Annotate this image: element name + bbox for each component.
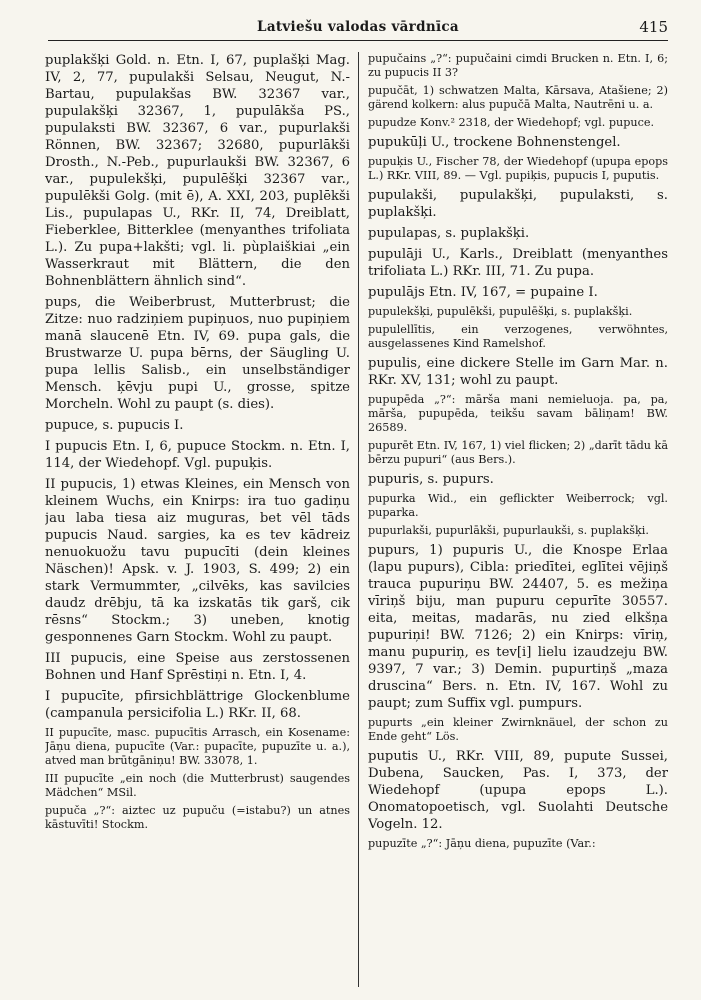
dictionary-entry: pupulis, eine dickere Stelle im Garn Mar. n. RKr. XV, 131; wohl zu paupt. — [368, 356, 668, 388]
dictionary-entry: pupulapas, s. puplakšķi. — [368, 226, 530, 241]
dictionary-entry: pupudze Konv.² 2318, der Wiedehopf; vgl. pupuce. — [368, 116, 655, 129]
page-number: 415 — [639, 18, 668, 36]
dictionary-entry: pupuča „?“: aiztec uz pupuču (=istabu?) un atnes kāstuvīti! Stockm. — [45, 804, 350, 831]
dictionary-entry: II pupucis, 1) etwas Kleines, ein Mensch von kleinem Wuchs, ein Knirps: ira tuo gadiņu jau laba tiesa aiz muguras, bet vēl tāds pupucis Naud. sargies, ka es tev kādreiz nenuokuožu tavu pupucīti (dein kleines Näschen)! Apsk. v. J. 1903, S. 499; 2) ein stark Vermummter, „cilvēks, kas savilcies daudz drēbju, tā ka izskatās tik garš, cik rēsns“ Stockm.; 3) uneben, knotig gesponnenes Garn Stockm. Wohl zu paupt. — [45, 477, 350, 645]
page-title: Latviešu valodas vārdnīca — [257, 19, 459, 35]
dictionary-entry: pupuce, s. pupucis I. — [45, 418, 184, 433]
dictionary-entry: pupupēda „?“: māršа mani nemieluoja. pa, pa, mārša, pupupēda, teikšu savam bāliņam! BW. 26589. — [368, 393, 668, 434]
dictionary-entry: puputis U., RKr. VIII, 89, pupute Sussei, Dubena, Saucken, Pas. I, 373, der Wiedehopf (upupa epops L.). Onomatopoetisch, vgl. Suolahti Deutsche Vogeln. 12. — [368, 749, 668, 832]
dictionary-entry: pups, die Weiberbrust, Mutterbrust; die Zitze: nuo radziņiem pupiņuos, nuo pupiņiem manā slaucenē Etn. IV, 69. pupa gals, die Brustwarze U. pupa bērns, der Säugling U. pupa lellis Salisb., ein unselbständiger Mensch. ķēvju pupi U., grosse, spitze Morcheln. Wohl zu paupt (s. dies). — [45, 295, 350, 412]
dictionary-entry: pupučāt, 1) schwatzen Malta, Kārsava, Atašiene; 2) gärend kolkern: alus pupučā Malta, Nautrēni u. a. — [368, 84, 668, 111]
dictionary-entry: II pupucīte, masc. pupucītis Arrasch, ein Kosename: Jāņu diena, pupucīte (Var.: pupacīte, pupuzīte u. a.), atved man brūtgāniņu! BW. 33078, 1. — [45, 726, 350, 767]
right-column — [368, 52, 668, 987]
dictionary-entry: puplakšķi Gold. n. Etn. I, 67, puplašķi Mag. IV, 2, 77, pupulakši Selsau, Neugut, N.-Bartau, pupulakšas BW. 32367 var., pupulakšķi 32367, 1, pupulākša PS., pupulaksti BW. 32367, 6 var., pupurlakši Rönnen, BW. 32367; 32680, pupurlākši Drosth., N.-Peb., pupurlaukši BW. 32367, 6 var., pupulekšķi, pupulēšķi 32367 var., pupulēkši Golg. (mit ē), A. XXI, 203, puplēkši Lis., pupulapas U., RKr. II, 74, Dreiblatt, Fieberklee, Bitterklee (menyanthes trifoliata L.). Zu pupa+lakšti; vgl. li. pùplaiškiai „ein Wasserkraut mit Blättern, die den Bohnenblättern ähnlich sind“. — [45, 53, 350, 289]
dictionary-entry: I pupucis Etn. I, 6, pupuce Stockm. n. Etn. I, 114, der Wiedehopf. Vgl. pupuķis. — [45, 439, 350, 471]
dictionary-entry: III pupucīte „ein noch (die Mutterbrust) saugendes Mädchen“ MSil. — [45, 772, 350, 799]
dictionary-entry: pupučains „?“: pupučaini cimdi Brucken n. Etn. I, 6; zu pupucis II 3? — [368, 52, 668, 79]
left-column — [45, 52, 359, 987]
dictionary-entry: pupurs, 1) pupuris U., die Knospe Erlaa (lapu pupurs), Cibla: priedītei, eglītei vējiņš trauca pupuriņu BW. 24407, 5. es mežiņa vīriņš biju, man pupuru cepurīte 30557. eita, meitas, madarās, nu zied elkšņa pupuriņi! BW. 7126; 2) ein Knirps: vīriņ, manu pupuriņ, es tev[i] lielu izaudzeju BW. 9397, 7 var.; 3) Demin. pupurtiņš „maza druscina“ Bers. n. Etn. IV, 167. Wohl zu paupt; zum Suffix vgl. pumpurs. — [368, 543, 668, 711]
dictionary-entry: pupulekšķi, pupulēkši, pupulēšķi, s. puplakšķi. — [368, 305, 633, 318]
dictionary-entry: pupurts „ein kleiner Zwirnknäuel, der schon zu Ende geht“ Lös. — [368, 716, 668, 743]
dictionary-entry: pupuris, s. pupurs. — [368, 472, 494, 487]
dictionary-entry: I pupucīte, pfirsichblättrige Glockenblume (campanula persicifolia L.) RKr. II, 68. — [45, 689, 350, 721]
dictionary-entry: III pupucis, eine Speise aus zerstossenen Bohnen und Hanf Sprēstiņi n. Etn. I, 4. — [45, 651, 350, 683]
dictionary-entry: pupurlakši, pupurlākši, pupurlaukši, s. puplakšķi. — [368, 524, 649, 537]
dictionary-entry: pupulājs Etn. IV, 167, = pupaine I. — [368, 285, 598, 300]
dictionary-entry: pupulakši, pupulakšķi, pupulaksti, s. puplakšķi. — [368, 188, 668, 220]
dictionary-entry: pupulellītis, ein verzogenes, verwöhntes, ausgelassenes Kind Ramelshof. — [368, 323, 668, 350]
dictionary-entry: pupurka Wid., ein geflickter Weiberrock; vgl. puparka. — [368, 492, 668, 519]
dictionary-entry: pupulāji U., Karls., Dreiblatt (menyanthes trifoliata L.) RKr. III, 71. Zu pupa. — [368, 247, 668, 279]
dictionary-entry: pupuzīte „?“: Jāņu diena, pupuzīte (Var.: — [368, 837, 596, 850]
dictionary-entry: pupurēt Etn. IV, 167, 1) viel flicken; 2) „darīt tādu kā bērzu pupuri“ (aus Bers.). — [368, 439, 668, 466]
dictionary-entry: pupukūļi U., trockene Bohnenstengel. — [368, 135, 621, 150]
dictionary-entry: pupuķis U., Fischer 78, der Wiedehopf (upupa epops L.) RKr. VIII, 89. — Vgl. pupiķis, pupucis I, puputis. — [368, 155, 668, 182]
page-header — [48, 14, 668, 41]
